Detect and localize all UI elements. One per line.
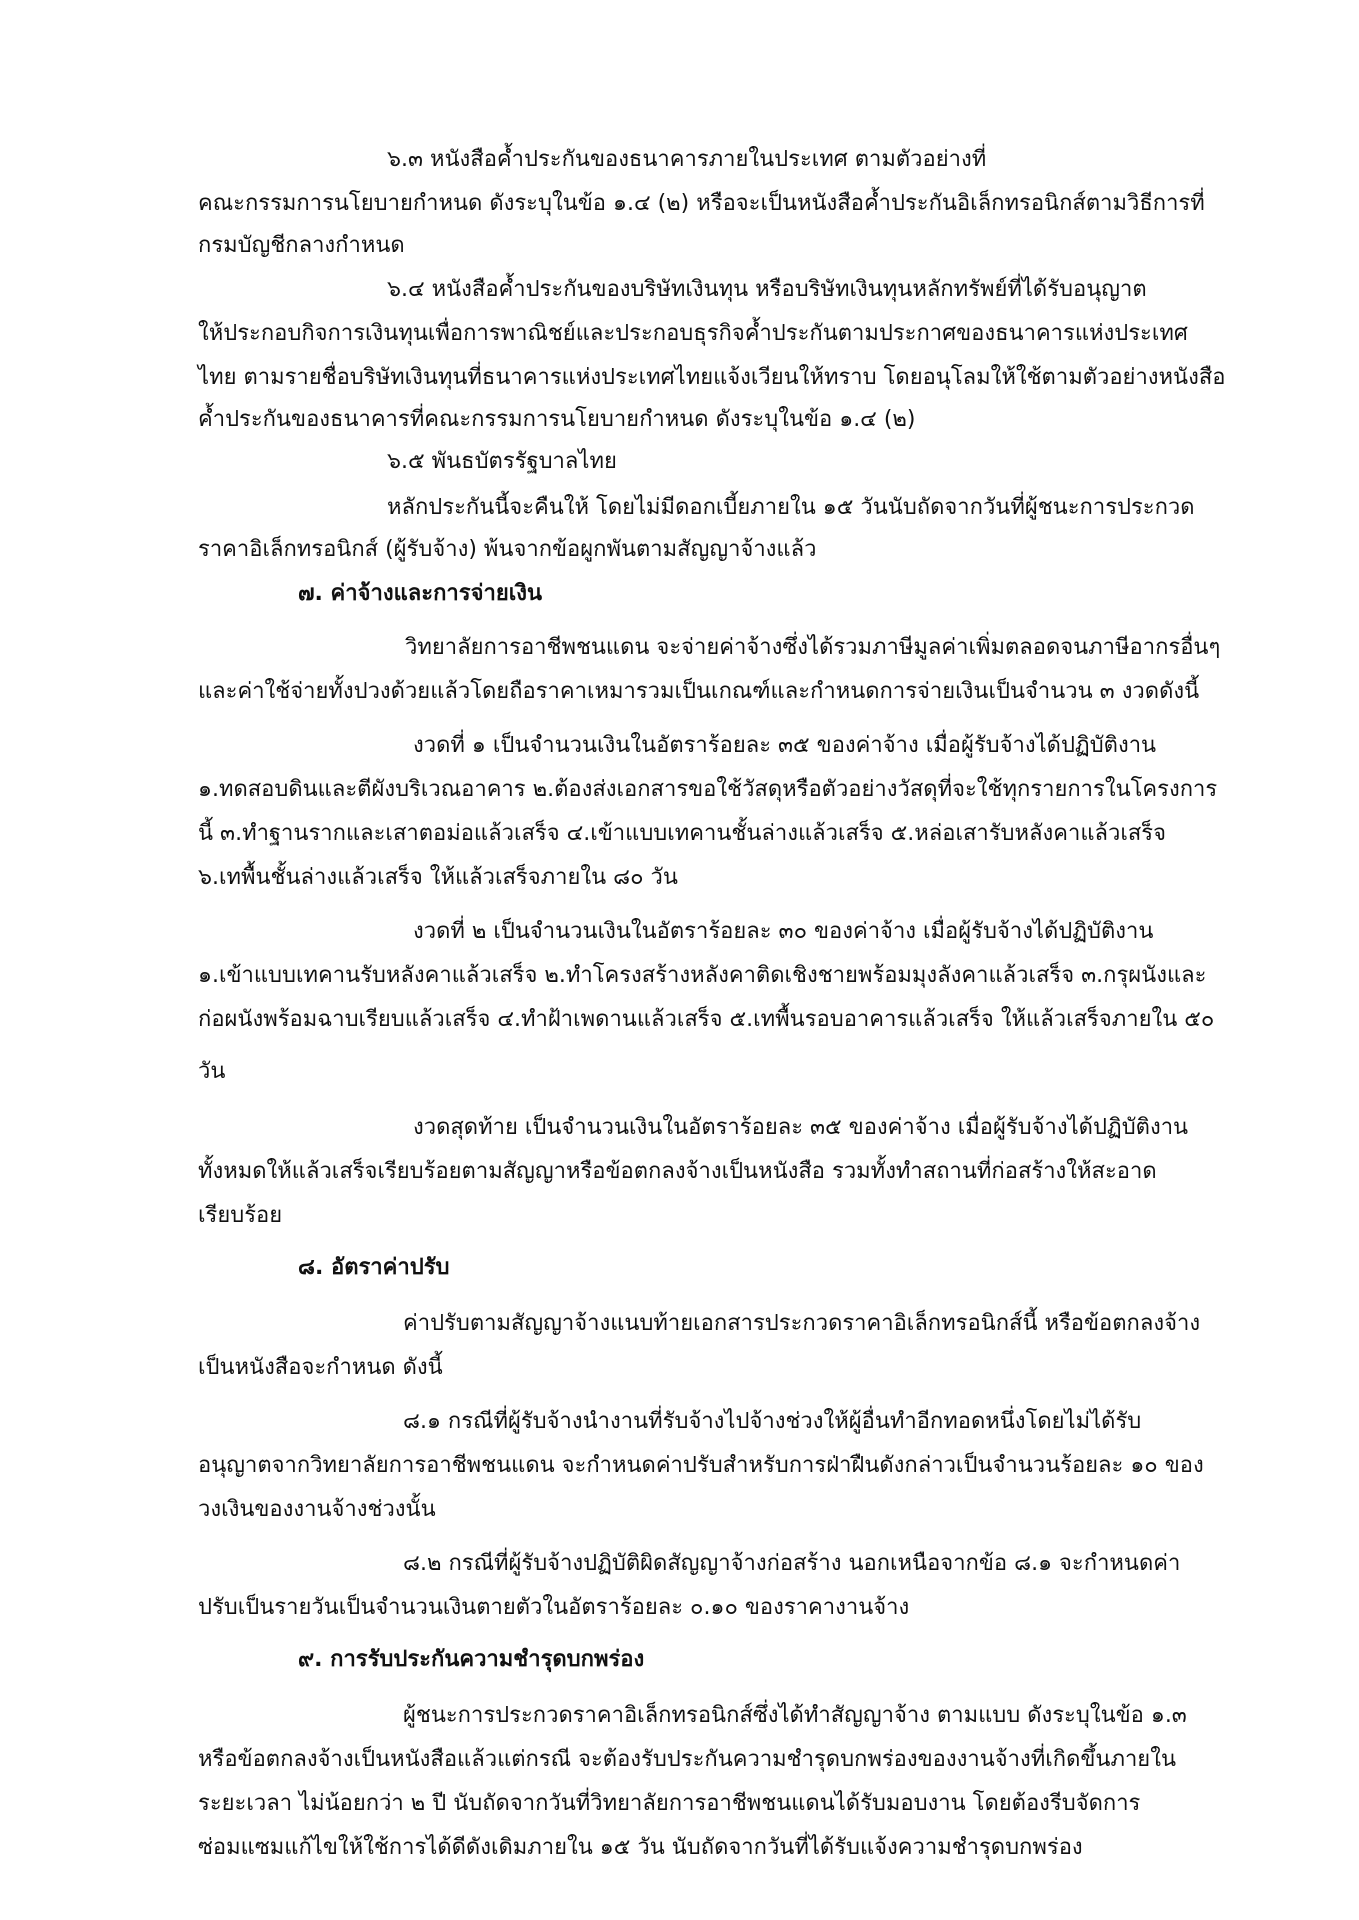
clause-6-3-text: คณะกรรมการนโยบายกำหนด ดังระบุในข้อ ๑.๔ (๒) หรือจะเป็นหนังสือค้ำประกันอิเล็กทรอนิกส์ตามวิธีการที่ — [198, 191, 1205, 216]
clause-8-1-text: อนุญาตจากวิทยาลัยการอาชีพชนแดน จะกำหนดค่าปรับสำหรับการฝ่าฝืนดังกล่าวเป็นจำนวนร้อยละ ๑๐ ของ — [198, 1453, 1204, 1478]
installment-final-text: งวดสุดท้าย เป็นจำนวนเงินในอัตราร้อยละ ๓๕ ของค่าจ้าง เมื่อผู้รับจ้างได้ปฏิบัติงาน — [413, 1115, 1189, 1140]
clause-8-1-text: วงเงินของงานจ้างช่วงนั้น — [198, 1497, 436, 1522]
section-9-text: ระยะเวลา ไม่น้อยกว่า ๒ ปี นับถัดจากวันที่วิทยาลัยการอาชีพชนแดนได้รับมอบงาน โดยต้องรีบจัดการ — [198, 1791, 1141, 1816]
section-9-text: หรือข้อตกลงจ้างเป็นหนังสือแล้วแต่กรณี จะต้องรับประกันความชำรุดบกพร่องของงานจ้างที่เกิดขึ้นภายใน — [198, 1747, 1176, 1772]
clause-6-4-text: ไทย ตามรายชื่อบริษัทเงินทุนที่ธนาคารแห่งประเทศไทยแจ้งเวียนให้ทราบ โดยอนุโลมให้ใช้ตามตัวอย่างหนังสือ — [198, 365, 1226, 390]
clause-8-2-text: ๘.๒ กรณีที่ผู้รับจ้างปฏิบัติผิดสัญญาจ้างก่อสร้าง นอกเหนือจากข้อ ๘.๑ จะกำหนดค่า — [403, 1551, 1181, 1576]
clause-6-5-heading: ๖.๕ พันธบัตรรัฐบาลไทย — [387, 449, 617, 474]
section-9-text: ผู้ชนะการประกวดราคาอิเล็กทรอนิกส์ซึ่งได้ทำสัญญาจ้าง ตามแบบ ดังระบุในข้อ ๑.๓ — [403, 1703, 1187, 1728]
section-8-text: เป็นหนังสือจะกำหนด ดังนี้ — [198, 1355, 443, 1380]
installment-2-text: ๑.เข้าแบบเทคานรับหลังคาแล้วเสร็จ ๒.ทำโครงสร้างหลังคาติดเชิงชายพร้อมมุงลังคาแล้วเสร็จ ๓.กรุผนังและ — [198, 963, 1207, 988]
section-8-title: ๘. อัตราค่าปรับ — [298, 1255, 450, 1280]
return-guarantee-text: ราคาอิเล็กทรอนิกส์ (ผู้รับจ้าง) พ้นจากข้อผูกพันตามสัญญาจ้างแล้ว — [198, 537, 817, 562]
clause-6-3-text: กรมบัญชีกลางกำหนด — [198, 233, 405, 258]
return-guarantee-text: หลักประกันนี้จะคืนให้ โดยไม่มีดอกเบี้ยภายใน ๑๕ วันนับถัดจากวันที่ผู้ชนะการประกวด — [387, 495, 1195, 520]
installment-final-text: เรียบร้อย — [198, 1203, 283, 1228]
installment-2-text: วัน — [198, 1059, 226, 1084]
installment-1-text: นี้ ๓.ทำฐานรากและเสาตอม่อแล้วเสร็จ ๔.เข้าแบบเทคานชั้นล่างแล้วเสร็จ ๕.หล่อเสารับหลังคาแล้วเสร็จ — [198, 821, 1166, 846]
installment-2-text: งวดที่ ๒ เป็นจำนวนเงินในอัตราร้อยละ ๓๐ ของค่าจ้าง เมื่อผู้รับจ้างได้ปฏิบัติงาน — [413, 919, 1154, 944]
clause-6-4-heading: ๖.๔ หนังสือค้ำประกันของบริษัทเงินทุน หรือบริษัทเงินทุนหลักทรัพย์ที่ได้รับอนุญาต — [387, 277, 1147, 302]
clause-6-3-heading: ๖.๓ หนังสือค้ำประกันของธนาคารภายในประเทศ ตามตัวอย่างที่ — [387, 147, 987, 172]
installment-1-text: งวดที่ ๑ เป็นจำนวนเงินในอัตราร้อยละ ๓๕ ของค่าจ้าง เมื่อผู้รับจ้างได้ปฏิบัติงาน — [413, 733, 1157, 758]
installment-1-text: ๖.เทพื้นชั้นล่างแล้วเสร็จ ให้แล้วเสร็จภายใน ๘๐ วัน — [198, 865, 678, 890]
section-7-title: ๗. ค่าจ้างและการจ่ายเงิน — [298, 581, 543, 606]
installment-1-text: ๑.ทดสอบดินและตีผังบริเวณอาคาร ๒.ต้องส่งเอกสารขอใช้วัสดุหรือตัวอย่างวัสดุที่จะใช้ทุกรายการในโครงการ — [198, 777, 1218, 802]
section-9-text: ซ่อมแซมแก้ไขให้ใช้การได้ดีดังเดิมภายใน ๑๕ วัน นับถัดจากวันที่ได้รับแจ้งความชำรุดบกพร่อง — [198, 1835, 1083, 1860]
section-7-text: วิทยาลัยการอาชีพชนแดน จะจ่ายค่าจ้างซึ่งได้รวมภาษีมูลค่าเพิ่มตลอดจนภาษีอากรอื่นๆ — [405, 635, 1221, 660]
clause-6-4-text: ค้ำประกันของธนาคารที่คณะกรรมการนโยบายกำหนด ดังระบุในข้อ ๑.๔ (๒) — [198, 407, 916, 432]
clause-6-4-text: ให้ประกอบกิจการเงินทุนเพื่อการพาณิชย์และประกอบธุรกิจค้ำประกันตามประกาศของธนาคารแห่งประเทศ — [198, 321, 1188, 346]
clause-8-1-text: ๘.๑ กรณีที่ผู้รับจ้างนำงานที่รับจ้างไปจ้างช่วงให้ผู้อื่นทำอีกทอดหนึ่งโดยไม่ได้รับ — [403, 1409, 1142, 1434]
section-7-text: และค่าใช้จ่ายทั้งปวงด้วยแล้วโดยถือราคาเหมารวมเป็นเกณฑ์และกำหนดการจ่ายเงินเป็นจำนวน ๓ งวดดังนี้ — [198, 679, 1200, 704]
clause-8-2-text: ปรับเป็นรายวันเป็นจำนวนเงินตายตัวในอัตราร้อยละ ๐.๑๐ ของราคางานจ้าง — [198, 1595, 910, 1620]
installment-2-text: ก่อผนังพร้อมฉาบเรียบแล้วเสร็จ ๔.ทำฝ้าเพดานแล้วเสร็จ ๕.เทพื้นรอบอาคารแล้วเสร็จ ให้แล้วเสร็จภายใน ๕๐ — [198, 1007, 1215, 1032]
section-9-title: ๙. การรับประกันความชำรุดบกพร่อง — [298, 1647, 645, 1672]
section-8-text: ค่าปรับตามสัญญาจ้างแนบท้ายเอกสารประกวดราคาอิเล็กทรอนิกส์นี้ หรือข้อตกลงจ้าง — [403, 1311, 1201, 1336]
installment-final-text: ทั้งหมดให้แล้วเสร็จเรียบร้อยตามสัญญาหรือข้อตกลงจ้างเป็นหนังสือ รวมทั้งทำสถานที่ก่อสร้างให้สะอาด — [198, 1159, 1157, 1184]
